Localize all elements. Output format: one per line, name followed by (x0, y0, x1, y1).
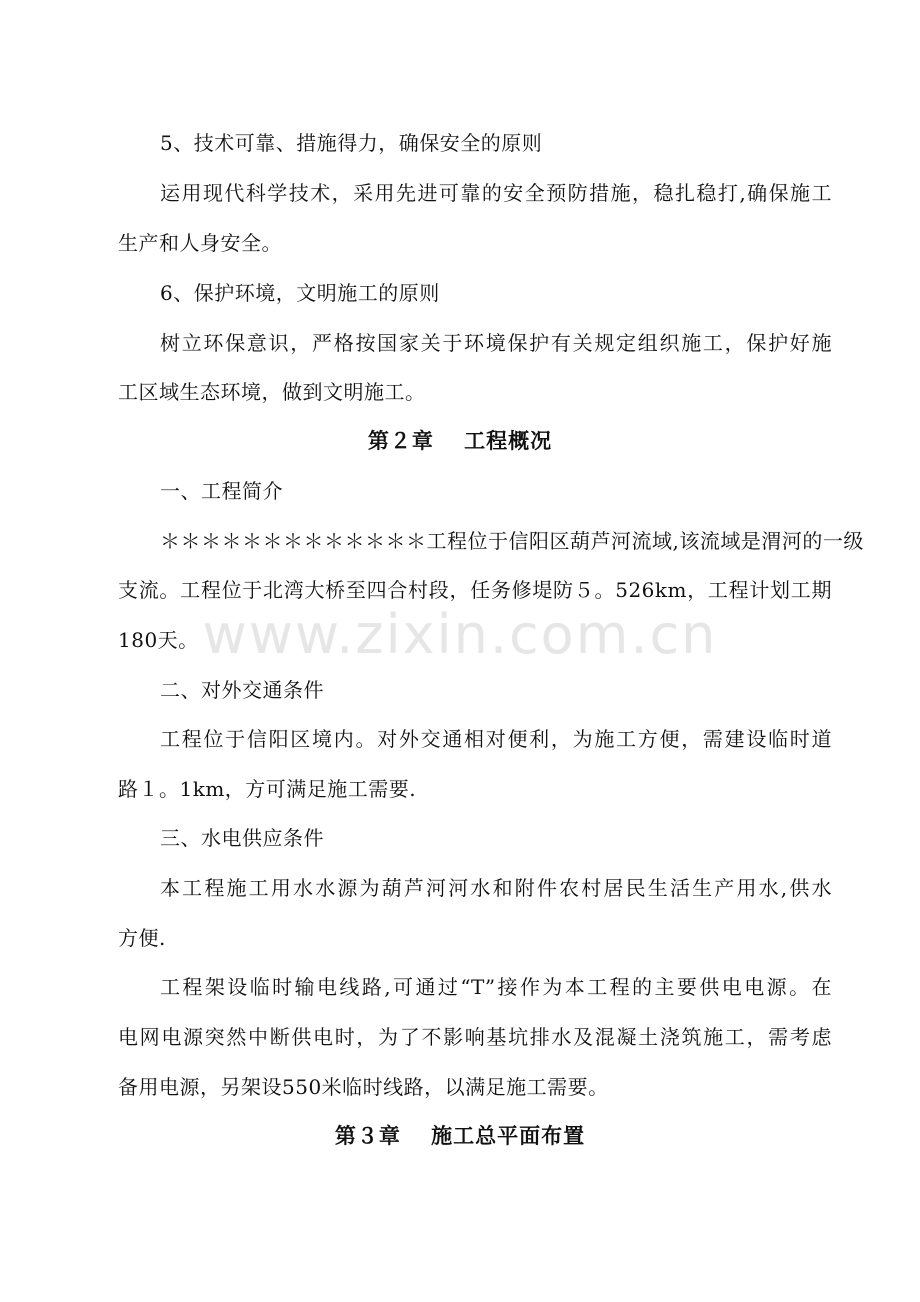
section-1-text-line-2: 支流。工程位于北湾大桥至四合村段，任务修堤防５。526km，工程计划工期 (118, 578, 832, 602)
section-1-text-line-3: 180天。 (118, 628, 199, 652)
principle-6-text-line-2: 工区域生态环境，做到文明施工。 (118, 380, 426, 404)
principle-6-title: 6、保护环境，文明施工的原则 (160, 281, 440, 305)
chapter-2-heading: 第２章 工程概况 (367, 428, 553, 453)
section-2-title: 二、对外交通条件 (160, 678, 324, 702)
section-2-text-line-2: 路１。1km，方可满足施工需要. (118, 777, 417, 801)
section-3-text-line-2: 方便. (118, 926, 166, 950)
watermark: www.zixin.com.cn (202, 603, 718, 666)
section-3-title: 三、水电供应条件 (160, 826, 324, 850)
section-3-text-line-3: 工程架设临时输电线路,可通过“T”接作为本工程的主要供电电源。在 (160, 975, 832, 999)
section-3-text-line-1: 本工程施工用水水源为葫芦河河水和附件农村居民生活生产用水,供水 (160, 876, 832, 900)
principle-5-text-line-1: 运用现代科学技术，采用先进可靠的安全预防措施，稳扎稳打,确保施工 (160, 181, 832, 205)
chapter-3-heading: 第３章 施工总平面布置 (334, 1123, 586, 1148)
principle-6-text-line-1: 树立环保意识，严格按国家关于环境保护有关规定组织施工，保护好施 (160, 331, 832, 355)
principle-5-title: 5、技术可靠、措施得力，确保安全的原则 (160, 131, 543, 155)
principle-5-text-line-2: 生产和人身安全。 (118, 231, 282, 255)
section-1-title: 一、工程简介 (160, 479, 283, 503)
section-3-text-line-4: 电网电源突然中断供电时，为了不影响基坑排水及混凝土浇筑施工，需考虑 (118, 1025, 832, 1049)
section-3-text-line-5: 备用电源，另架设550米临时线路，以满足施工需要。 (118, 1075, 609, 1099)
section-1-text-line-1: ＊＊＊＊＊＊＊＊＊＊＊＊＊工程位于信阳区葫芦河流域,该流域是渭河的一级 (160, 529, 864, 553)
section-2-text-line-1: 工程位于信阳区境内。对外交通相对便利，为施工方便，需建设临时道 (160, 727, 832, 751)
